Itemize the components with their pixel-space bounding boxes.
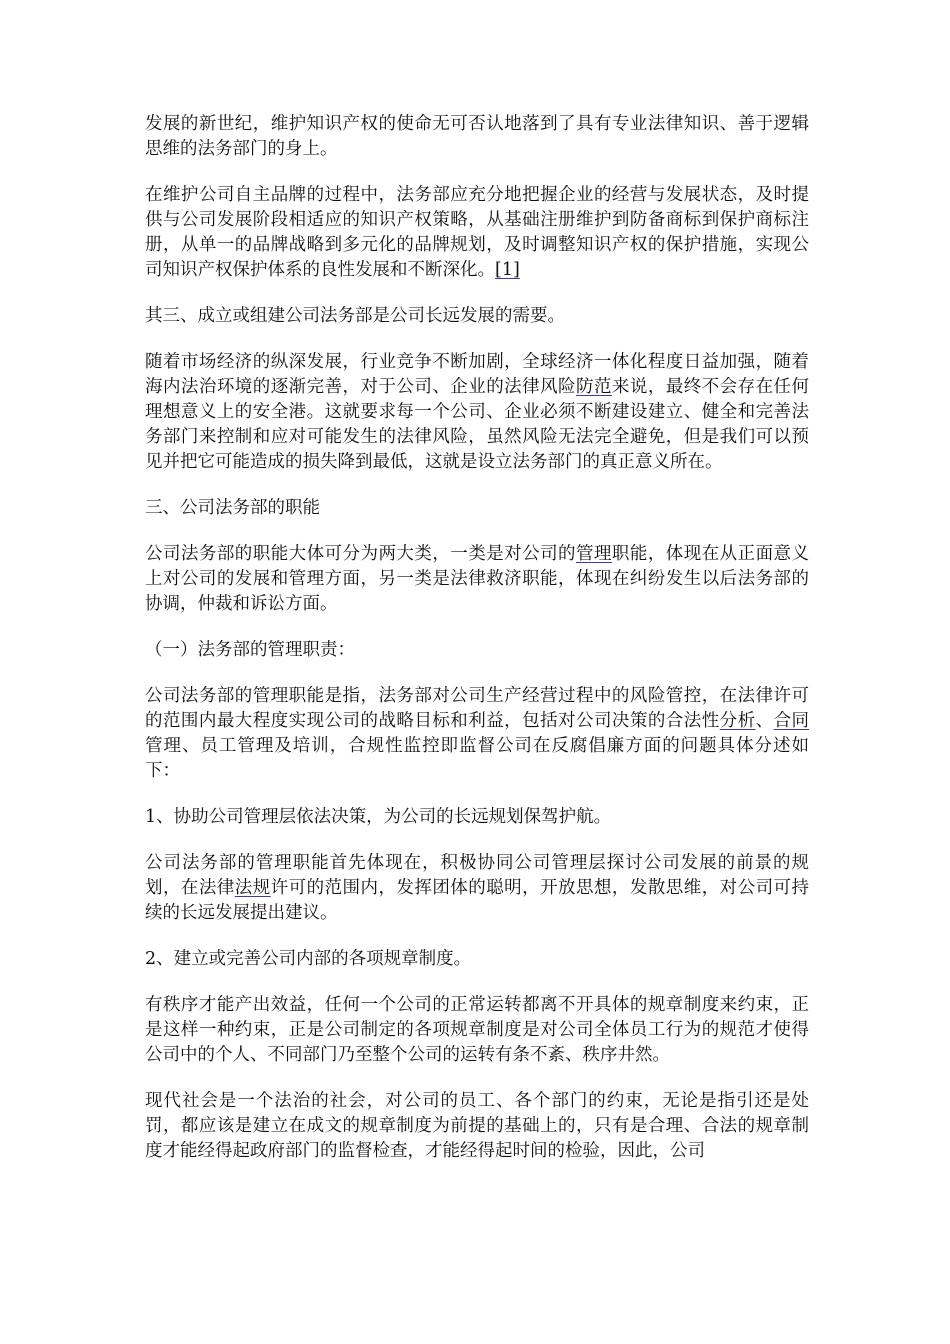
item-heading-2: 2、建立或完善公司内部的各项规章制度。 — [145, 949, 472, 969]
paragraph-text: 公司法务部的管理职能首先体现在，积极协同公司管理层探讨公司发展的前景的规划，在法律 — [145, 853, 809, 898]
paragraph-market-economy — [145, 350, 809, 475]
paragraph-functions-overview — [145, 542, 809, 617]
section-heading-functions: 三、公司法务部的职能 — [145, 498, 320, 518]
paragraph-management-duties — [145, 684, 809, 784]
paragraph-text: 职能，体现在从正面意义上对公司的发展和管理方面，另一类是法律救济职能，体现在纠纷发生以后法务部的协调，仲裁和诉讼方面。 — [145, 544, 810, 614]
subsection-heading-management-duties: （一）法务部的管理职责： — [145, 640, 355, 660]
paragraph-intro — [145, 112, 809, 162]
keyword-link-fenxi[interactable]: 分析 — [719, 711, 756, 731]
paragraph-text: 发展的新世纪，维护知识产权的使命无可否认地落到了具有专业法律知识、善于逻辑思维的法务部门的身上。 — [145, 114, 809, 159]
paragraph-rule-of-law: 现代社会是一个法治的社会，对公司的员工、各个部门的约束，无论是指引还是处罚，都应该是建立在成文的规章制度为前提的基础上的，只有是合理、合法的规章制度才能经得起政府部门的监督检查，才能经得起时间的检验，因此，公司 — [145, 1091, 809, 1161]
keyword-link-hetong[interactable]: 合同 — [773, 711, 810, 731]
paragraph-text: 来说，最终不会存在任何理想意义上的安全港。这就要求每一个公司、企业必须不断建设建立、健全和完善法务部门来控制和应对可能发生的法律风险，虽然风险无法完全避免，但是我们可以预见并把它可能造成的损失降到最低，这就是设立法务部门的真正意义所在。 — [145, 377, 810, 472]
keyword-link-fangfan[interactable]: 防范 — [576, 377, 612, 397]
paragraph-assist-decision — [145, 851, 809, 926]
paragraph-order-rules: 有秩序才能产出效益，任何一个公司的正常运转都离不开具体的规章制度来约束，正是这样一种约束，正是公司制定的各项规章制度是对公司全体员工行为的规范才使得公司中的个人、不同部门乃至整个公司的运转有条不紊、秩序井然。 — [145, 995, 809, 1065]
footnote-reference-link[interactable]: [1] — [495, 260, 520, 280]
keyword-link-guanli[interactable]: 管理 — [576, 544, 612, 564]
paragraph-text: 随着市场经济的纵深发展，行业竞争不断加剧，全球经济一体化程度日益加强，随着海内法治环境的逐渐完善，对于公司、企业的法律风险 — [145, 352, 809, 397]
section-heading-third-reason: 其三、成立或组建公司法务部是公司长远发展的需要。 — [145, 306, 565, 326]
paragraph-text: 许可的范围内，发挥团体的聪明，开放思想，发散思维，对公司可持续的长远发展提出建议。 — [145, 878, 810, 923]
document-body — [145, 112, 809, 1185]
paragraph-text: 公司法务部的职能大体可分为两大类，一类是对公司的 — [145, 544, 576, 564]
item-heading-1: 1、协助公司管理层依法决策，为公司的长远规划保驾护航。 — [145, 807, 612, 827]
paragraph-brand-protection — [145, 183, 809, 283]
keyword-link-fagui[interactable]: 法规 — [234, 878, 271, 898]
paragraph-text: 在维护公司自主品牌的过程中，法务部应充分地把握企业的经营与发展状态，及时提供与公司发展阶段相适应的知识产权策略，从基础注册维护到防备商标到保护商标注册，从单一的品牌战略到多元化的品牌规划，及时调整知识产权的保护措施，实现公司知识产权保护体系的良性发展和不断深化。 — [145, 185, 809, 280]
paragraph-text: 公司法务部的管理职能是指，法务部对公司生产经营过程中的风险管控，在法律许可的范围内最大程度实现公司的战略目标和利益，包括对公司决策的合法性 — [145, 686, 809, 731]
paragraph-text: 管理、员工管理及培训，合规性监控即监督公司在反腐倡廉方面的问题具体分述如下： — [145, 736, 809, 781]
paragraph-text: 、 — [755, 711, 774, 731]
